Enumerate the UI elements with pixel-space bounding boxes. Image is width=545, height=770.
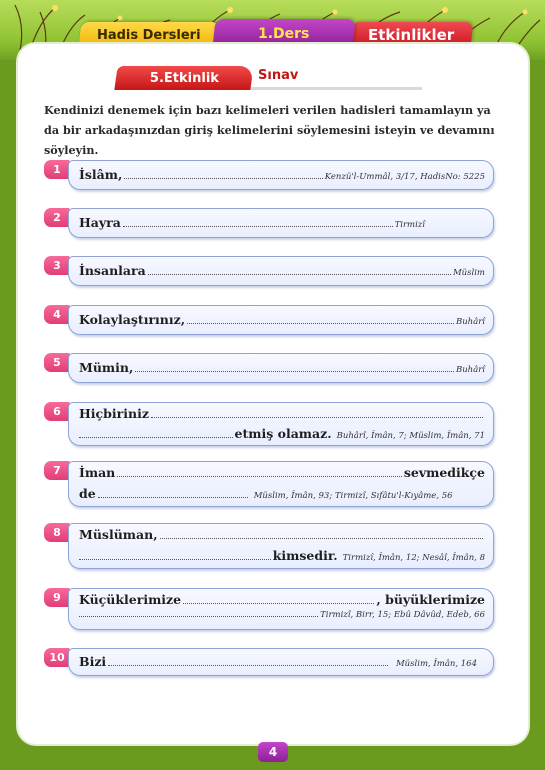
hadith-reference: Buhârî xyxy=(455,365,485,375)
question-6 xyxy=(44,402,494,446)
question-number: 8 xyxy=(44,523,70,542)
hadith-reference: Tirmizî, Îmân, 12; Nesâî, Îmân, 8 xyxy=(342,553,485,563)
hadith-reference: Kenzü'l-Ummâl, 3/17, HadisNo: 5225 xyxy=(324,172,485,182)
question-3 xyxy=(44,256,494,286)
hadith-reference: Buhârî, Îmân, 7; Müslim, Îmân, 71 xyxy=(336,431,485,441)
blank-line[interactable] xyxy=(160,538,483,539)
hadith-reference: Müslim xyxy=(452,268,485,278)
hadith-middle: sevmedikçe xyxy=(403,465,485,480)
blank-line[interactable] xyxy=(108,665,388,666)
hadith-reference: Tirmizî xyxy=(394,220,425,230)
question-number: 4 xyxy=(44,305,70,324)
hadith-start: Bizi xyxy=(79,654,107,669)
hadith-start: İman xyxy=(79,465,116,480)
hadith-start: Küçüklerimize xyxy=(79,592,182,607)
page-number: 4 xyxy=(258,742,288,762)
tab-hadis-dersleri[interactable]: Hadis Dersleri xyxy=(79,22,220,48)
hadith-start: Kolaylaştırınız, xyxy=(79,312,186,327)
hadith-reference: Buhârî xyxy=(455,317,485,327)
question-10 xyxy=(44,648,494,676)
hadith-reference: Tirmizî, Birr, 15; Ebû Dâvûd, Edeb, 66 xyxy=(320,610,485,620)
question-2 xyxy=(44,208,494,238)
question-number: 3 xyxy=(44,256,70,275)
blank-line[interactable] xyxy=(98,497,248,498)
blank-line[interactable] xyxy=(79,437,233,438)
title-underline xyxy=(242,87,422,90)
blank-line[interactable] xyxy=(187,323,454,324)
instructions: Kendinizi denemek için bazı kelimeleri verilen hadisleri tamamlayın ya da bir arkadaşınızdan giriş kelimelerini söylemesini isteyin ve devamını söyleyin. xyxy=(44,103,495,157)
question-8 xyxy=(44,523,494,569)
blank-line[interactable] xyxy=(79,616,318,617)
blank-line[interactable] xyxy=(123,226,393,227)
question-number: 9 xyxy=(44,588,70,607)
answer-box[interactable] xyxy=(68,208,494,238)
question-5 xyxy=(44,353,494,383)
tab-etkinlikler[interactable]: Etkinlikler xyxy=(349,22,474,48)
hadith-start: İslâm, xyxy=(79,167,123,182)
blank-line[interactable] xyxy=(183,603,374,604)
answer-box[interactable] xyxy=(68,648,494,676)
hadith-reference: Müslim, Îmân, 93; Tirmizî, Sıfâtu'l-Kıyâme, 56 xyxy=(253,491,453,501)
hadith-start: Müslüman, xyxy=(79,527,158,542)
blank-line[interactable] xyxy=(151,417,483,418)
hadith-middle: , büyüklerimize xyxy=(376,592,485,607)
question-number: 1 xyxy=(44,160,70,179)
question-4 xyxy=(44,305,494,335)
blank-line[interactable] xyxy=(117,476,402,477)
question-7 xyxy=(44,461,494,507)
hadith-start: Mümin, xyxy=(79,360,134,375)
activity-subtitle: Sınav xyxy=(258,68,299,83)
tab-1-ders[interactable]: 1.Ders xyxy=(212,19,355,48)
answer-box[interactable] xyxy=(68,353,494,383)
question-number: 5 xyxy=(44,353,70,372)
answer-box[interactable] xyxy=(68,523,494,569)
answer-box[interactable] xyxy=(68,256,494,286)
hadith-end: kimsedir. xyxy=(272,548,338,563)
activity-title xyxy=(116,66,416,92)
answer-box[interactable] xyxy=(68,305,494,335)
hadith-reference: Müslim, Îmân, 164 xyxy=(395,659,477,669)
question-number: 10 xyxy=(44,648,70,667)
answer-box[interactable] xyxy=(68,402,494,446)
activity-badge: 5.Etkinlik xyxy=(114,66,253,90)
question-9 xyxy=(44,588,494,630)
blank-line[interactable] xyxy=(124,178,322,179)
question-number: 6 xyxy=(44,402,70,421)
blank-line[interactable] xyxy=(79,559,271,560)
hadith-continuation: de xyxy=(79,486,96,501)
answer-box[interactable] xyxy=(68,588,494,630)
answer-box[interactable] xyxy=(68,160,494,190)
question-number: 2 xyxy=(44,208,70,227)
blank-line[interactable] xyxy=(135,371,454,372)
hadith-start: Hiçbiriniz xyxy=(79,406,149,421)
blank-line[interactable] xyxy=(148,274,451,275)
question-1 xyxy=(44,160,494,190)
hadith-start: Hayra xyxy=(79,215,121,230)
answer-box[interactable] xyxy=(68,461,494,507)
hadith-end: etmiş olamaz. xyxy=(234,426,332,441)
hadith-start: İnsanlara xyxy=(79,263,146,278)
question-number: 7 xyxy=(44,461,70,480)
